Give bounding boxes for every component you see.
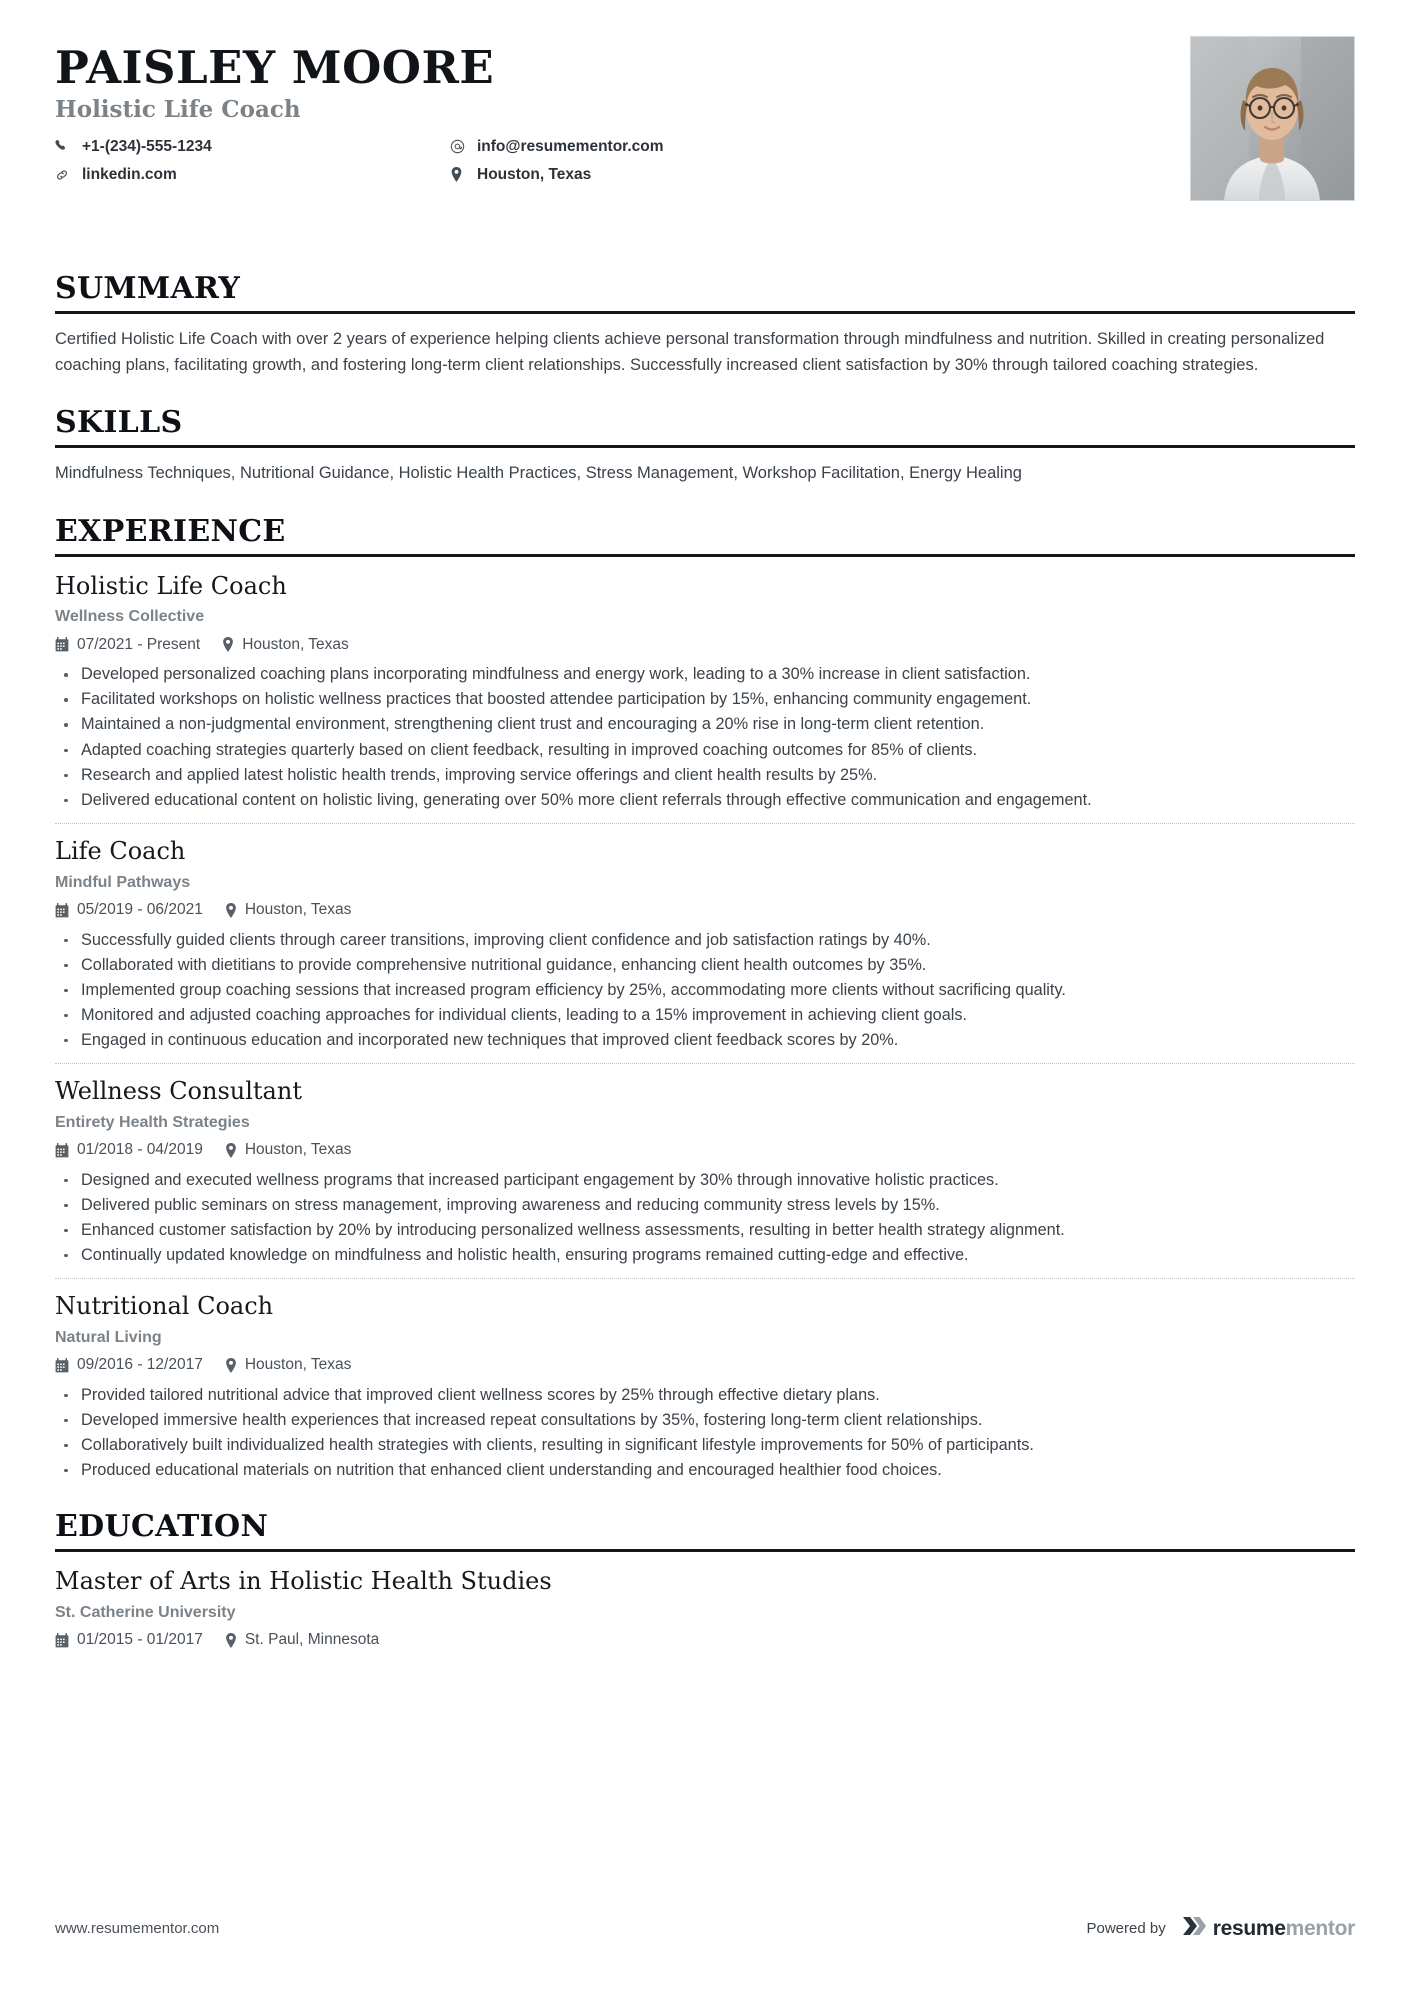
entry-bullet-list [55, 1383, 1355, 1482]
candidate-name: PAISLEY MOORE [55, 41, 495, 94]
entry-meta-row [55, 1356, 1355, 1375]
calendar-icon [55, 637, 69, 652]
location-icon [225, 1633, 237, 1648]
education-heading: EDUCATION [55, 1512, 1355, 1552]
entry-bullet: Successfully guided clients through career transitions, improving client confidence and job satisfaction ratings by 40%. [55, 928, 1355, 952]
entry-organization: St. Catherine University [55, 1603, 236, 1621]
contact-linkedin-text: linkedin.com [82, 165, 177, 183]
entry-dates-text: 09/2016 - 12/2017 [77, 1356, 203, 1374]
page-footer [55, 1914, 1355, 1943]
brand-word-first: resume [1212, 1917, 1286, 1940]
entry-bullet: Monitored and adjusted coaching approaches for individual clients, leading to a 15% improvement in achieving client goals. [55, 1003, 1355, 1027]
contact-phone-text: +1-(234)-555-1234 [82, 137, 212, 155]
entry-bullet: Developed personalized coaching plans incorporating mindfulness and energy work, leading to a 30% increase in client satisfaction. [55, 662, 1355, 686]
entry-location [225, 1631, 379, 1650]
entry-bullet-list [55, 928, 1355, 1053]
entry-location-text: St. Paul, Minnesota [244, 1631, 380, 1649]
entry-location-text: Houston, Texas [244, 1356, 352, 1374]
entry-dates-text: 07/2021 - Present [77, 635, 201, 653]
footer-website-url[interactable]: www.resumementor.com [55, 1920, 220, 1937]
entry-bullet: Adapted coaching strategies quarterly based on client feedback, resulting in improved coaching outcomes for 85% of clients. [55, 738, 1355, 762]
entry-bullet: Delivered educational content on holistic living, generating over 50% more client referrals through effective communication and engagement. [55, 788, 1355, 812]
candidate-job-title: Holistic Life Coach [55, 96, 301, 124]
entry-location-text: Houston, Texas [244, 1141, 352, 1159]
resume-entry [55, 1063, 1355, 1267]
education-entry-list [55, 1565, 1355, 1650]
entry-organization: Wellness Collective [55, 608, 205, 626]
entry-bullet: Collaborated with dietitians to provide comprehensive nutritional guidance, enhancing client health outcomes by 35%. [55, 953, 1355, 977]
entry-title: Master of Arts in Holistic Health Studies [55, 1567, 552, 1596]
skills-heading: SKILLS [55, 408, 1355, 448]
avatar [1190, 36, 1355, 201]
entry-bullet: Delivered public seminars on stress management, improving awareness and reducing community stress levels by 15%. [55, 1193, 1355, 1217]
entry-organization: Natural Living [55, 1328, 162, 1346]
entry-meta-row [55, 1631, 1355, 1650]
resume-entry [55, 823, 1355, 1052]
email-icon [450, 139, 470, 154]
entry-dates [55, 1356, 203, 1375]
entry-dates [55, 1631, 203, 1650]
entry-bullet: Facilitated workshops on holistic wellness practices that boosted attendee participation by 15%, enhancing community engagement. [55, 687, 1355, 711]
entry-meta-row [55, 1141, 1355, 1160]
calendar-icon [55, 1633, 69, 1648]
resumementor-logo[interactable] [1180, 1914, 1355, 1943]
calendar-icon [55, 903, 69, 918]
entry-title: Holistic Life Coach [55, 571, 287, 600]
section-experience [55, 513, 1355, 1482]
entry-dates-text: 01/2018 - 04/2019 [77, 1141, 203, 1159]
contact-linkedin[interactable] [55, 165, 450, 184]
experience-heading: EXPERIENCE [55, 517, 1355, 557]
entry-dates [55, 636, 200, 655]
entry-location [225, 1356, 352, 1375]
entry-location-text: Houston, Texas [244, 900, 352, 918]
entry-bullet: Produced educational materials on nutrition that enhanced client understanding and encouraged healthier food choices. [55, 1458, 1355, 1482]
resume-header [55, 0, 1355, 244]
entry-location [225, 901, 352, 920]
powered-by-label: Powered by [1086, 1920, 1166, 1937]
entry-organization: Entirety Health Strategies [55, 1113, 250, 1131]
location-icon [225, 1358, 237, 1373]
contact-location-text: Houston, Texas [477, 165, 592, 183]
resume-entry [55, 570, 1355, 812]
entry-bullet: Maintained a non-judgmental environment, strengthening client trust and encouraging a 20% rise in long-term client retention. [55, 712, 1355, 736]
link-icon [55, 168, 75, 182]
entry-bullet: Provided tailored nutritional advice that improved client wellness scores by 25% through effective dietary plans. [55, 1383, 1355, 1407]
skills-text: Mindfulness Techniques, Nutritional Guidance, Holistic Health Practices, Stress Management, Workshop Facilitation, Energy Healing [55, 464, 1022, 483]
contact-location[interactable] [450, 165, 845, 184]
summary-text: Certified Holistic Life Coach with over 2 years of experience helping clients achieve personal transformation through mindfulness and nutrition. Skilled in creating personalized coaching plans, facilitating growth, and fostering long-term client relationships. Successfully increased client satisfaction by 30% through tailored coaching strategies. [55, 330, 1325, 374]
entry-meta-row [55, 636, 1355, 655]
entry-bullet: Research and applied latest holistic health trends, improving service offerings and client health results by 25%. [55, 763, 1355, 787]
location-icon [222, 637, 234, 652]
calendar-icon [55, 1358, 69, 1373]
entry-meta-row [55, 901, 1355, 920]
footer-branding [1086, 1914, 1355, 1943]
entry-dates-text: 05/2019 - 06/2021 [77, 900, 203, 918]
entry-dates-text: 01/2015 - 01/2017 [77, 1631, 203, 1649]
entry-bullet: Designed and executed wellness programs that increased participant engagement by 30% through innovative holistic practices. [55, 1168, 1355, 1192]
contact-email-text: info@resumementor.com [477, 137, 664, 155]
section-skills [55, 405, 1355, 487]
entry-location [222, 636, 349, 655]
entry-bullet: Enhanced customer satisfaction by 20% by introducing personalized wellness assessments, resulting in better health strategy alignment. [55, 1218, 1355, 1242]
entry-bullet-list [55, 662, 1355, 812]
contact-email[interactable] [450, 137, 845, 156]
contact-list [55, 137, 845, 185]
entry-organization: Mindful Pathways [55, 873, 191, 891]
entry-bullet: Engaged in continuous education and incorporated new techniques that improved client feedback scores by 20%. [55, 1028, 1355, 1052]
entry-title: Wellness Consultant [55, 1077, 302, 1106]
entry-bullet: Implemented group coaching sessions that increased program efficiency by 25%, accommodating more clients without sacrificing quality. [55, 978, 1355, 1002]
resume-entry [55, 1565, 1355, 1650]
resume-entry [55, 1278, 1355, 1482]
entry-dates [55, 1141, 203, 1160]
resume-content [55, 0, 1355, 1658]
entry-bullet: Continually updated knowledge on mindfulness and holistic health, ensuring programs remained cutting-edge and effective. [55, 1243, 1355, 1267]
entry-bullet: Developed immersive health experiences that increased repeat consultations by 35%, fostering long-term client relationships. [55, 1408, 1355, 1432]
entry-location-text: Houston, Texas [242, 635, 349, 653]
resumementor-wordmark [1213, 1918, 1355, 1939]
contact-phone[interactable] [55, 137, 450, 156]
calendar-icon [55, 1143, 69, 1158]
phone-icon [55, 139, 75, 153]
avatar-photo [1191, 37, 1354, 200]
entry-title: Nutritional Coach [55, 1292, 274, 1321]
entry-bullet: Collaboratively built individualized health strategies with clients, resulting in significant lifestyle improvements for 50% of participants. [55, 1433, 1355, 1457]
entry-location [225, 1141, 352, 1160]
section-education [55, 1509, 1355, 1650]
experience-entry-list [55, 570, 1355, 1482]
entry-bullet-list [55, 1168, 1355, 1267]
summary-heading: SUMMARY [55, 274, 1355, 314]
location-icon [450, 167, 470, 182]
entry-title: Life Coach [55, 836, 186, 865]
location-icon [225, 903, 237, 918]
location-icon [225, 1143, 237, 1158]
section-summary [55, 271, 1355, 378]
entry-dates [55, 901, 203, 920]
chevron-mark-icon [1180, 1914, 1206, 1943]
brand-word-second: mentor [1285, 1917, 1355, 1940]
